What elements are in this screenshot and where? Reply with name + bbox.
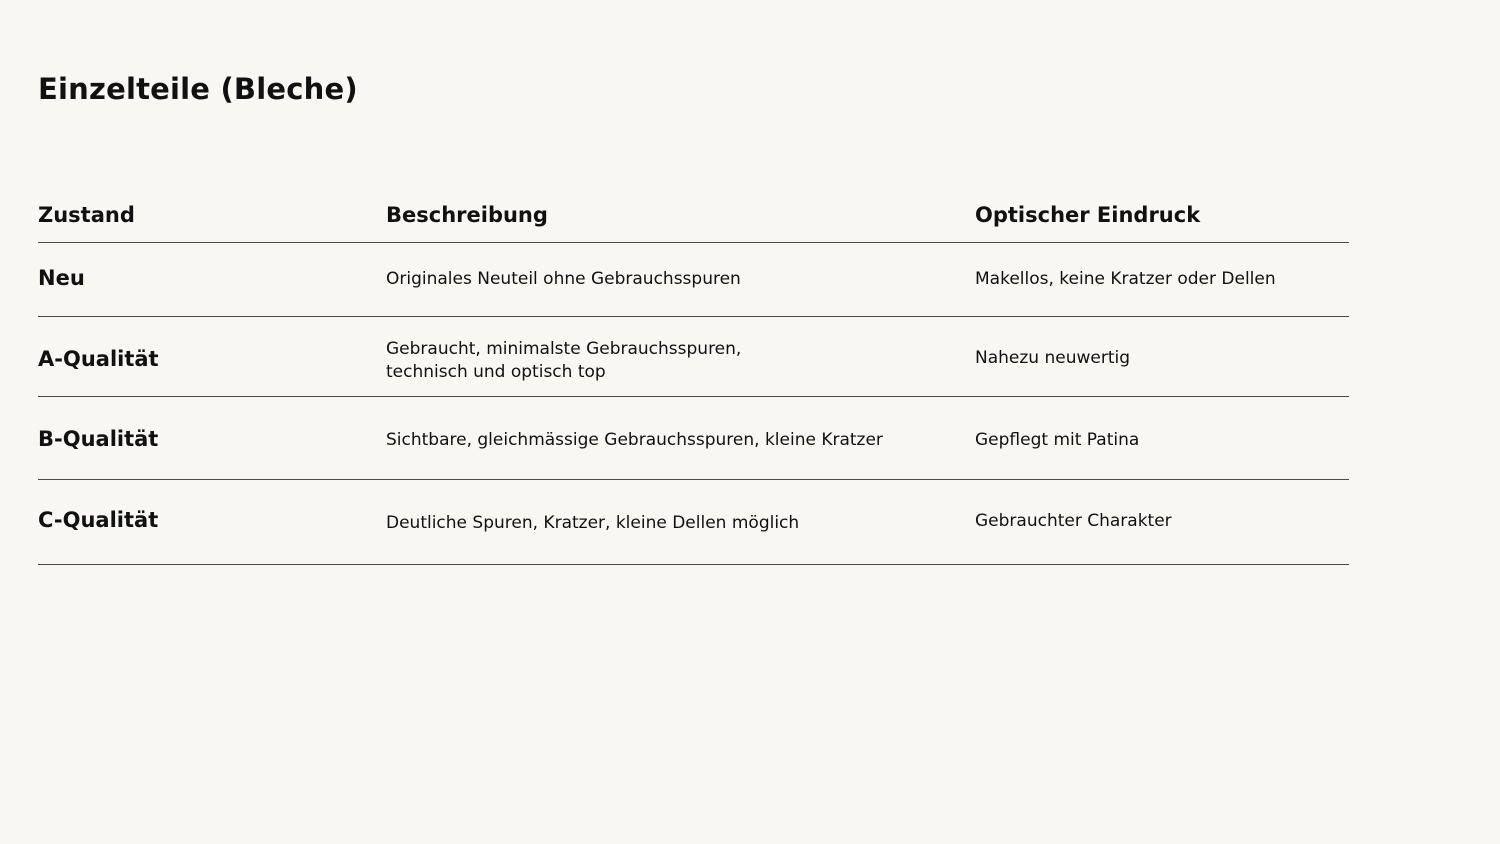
description-text [386, 512, 799, 535]
impression-text: Makellos, keine Kratzer oder Dellen [975, 269, 1276, 289]
header-beschreibung: Beschreibung [386, 203, 548, 227]
description-text [386, 338, 741, 384]
table-row [38, 397, 1349, 480]
description-line: Gebraucht, minimalste Gebrauchsspuren, [386, 339, 742, 359]
header-optischer-eindruck: Optischer Eindruck [975, 203, 1201, 227]
table-row [38, 480, 1349, 565]
table-row [38, 317, 1349, 397]
description-line: technisch und optisch top [386, 362, 606, 382]
impression-text: Gebrauchter Charakter [975, 511, 1172, 531]
table-header-row [38, 200, 1349, 243]
description-text [386, 268, 741, 291]
condition-label: A-Qualität [38, 347, 159, 371]
description-line: Sichtbare, gleichmässige Gebrauchsspuren, kleine Kratzer [386, 430, 883, 450]
description-line: Originales Neuteil ohne Gebrauchsspuren [386, 269, 741, 289]
impression-text: Gepflegt mit Patina [975, 430, 1140, 450]
page-title: Einzelteile (Bleche) [38, 72, 358, 106]
description-line: Deutliche Spuren, Kratzer, kleine Dellen möglich [386, 513, 800, 533]
condition-label: Neu [38, 266, 85, 290]
table-row [38, 243, 1349, 317]
condition-label: C-Qualität [38, 508, 159, 532]
header-zustand: Zustand [38, 203, 135, 227]
impression-text: Nahezu neuwertig [975, 348, 1131, 368]
description-text [386, 429, 883, 452]
condition-label: B-Qualität [38, 427, 159, 451]
